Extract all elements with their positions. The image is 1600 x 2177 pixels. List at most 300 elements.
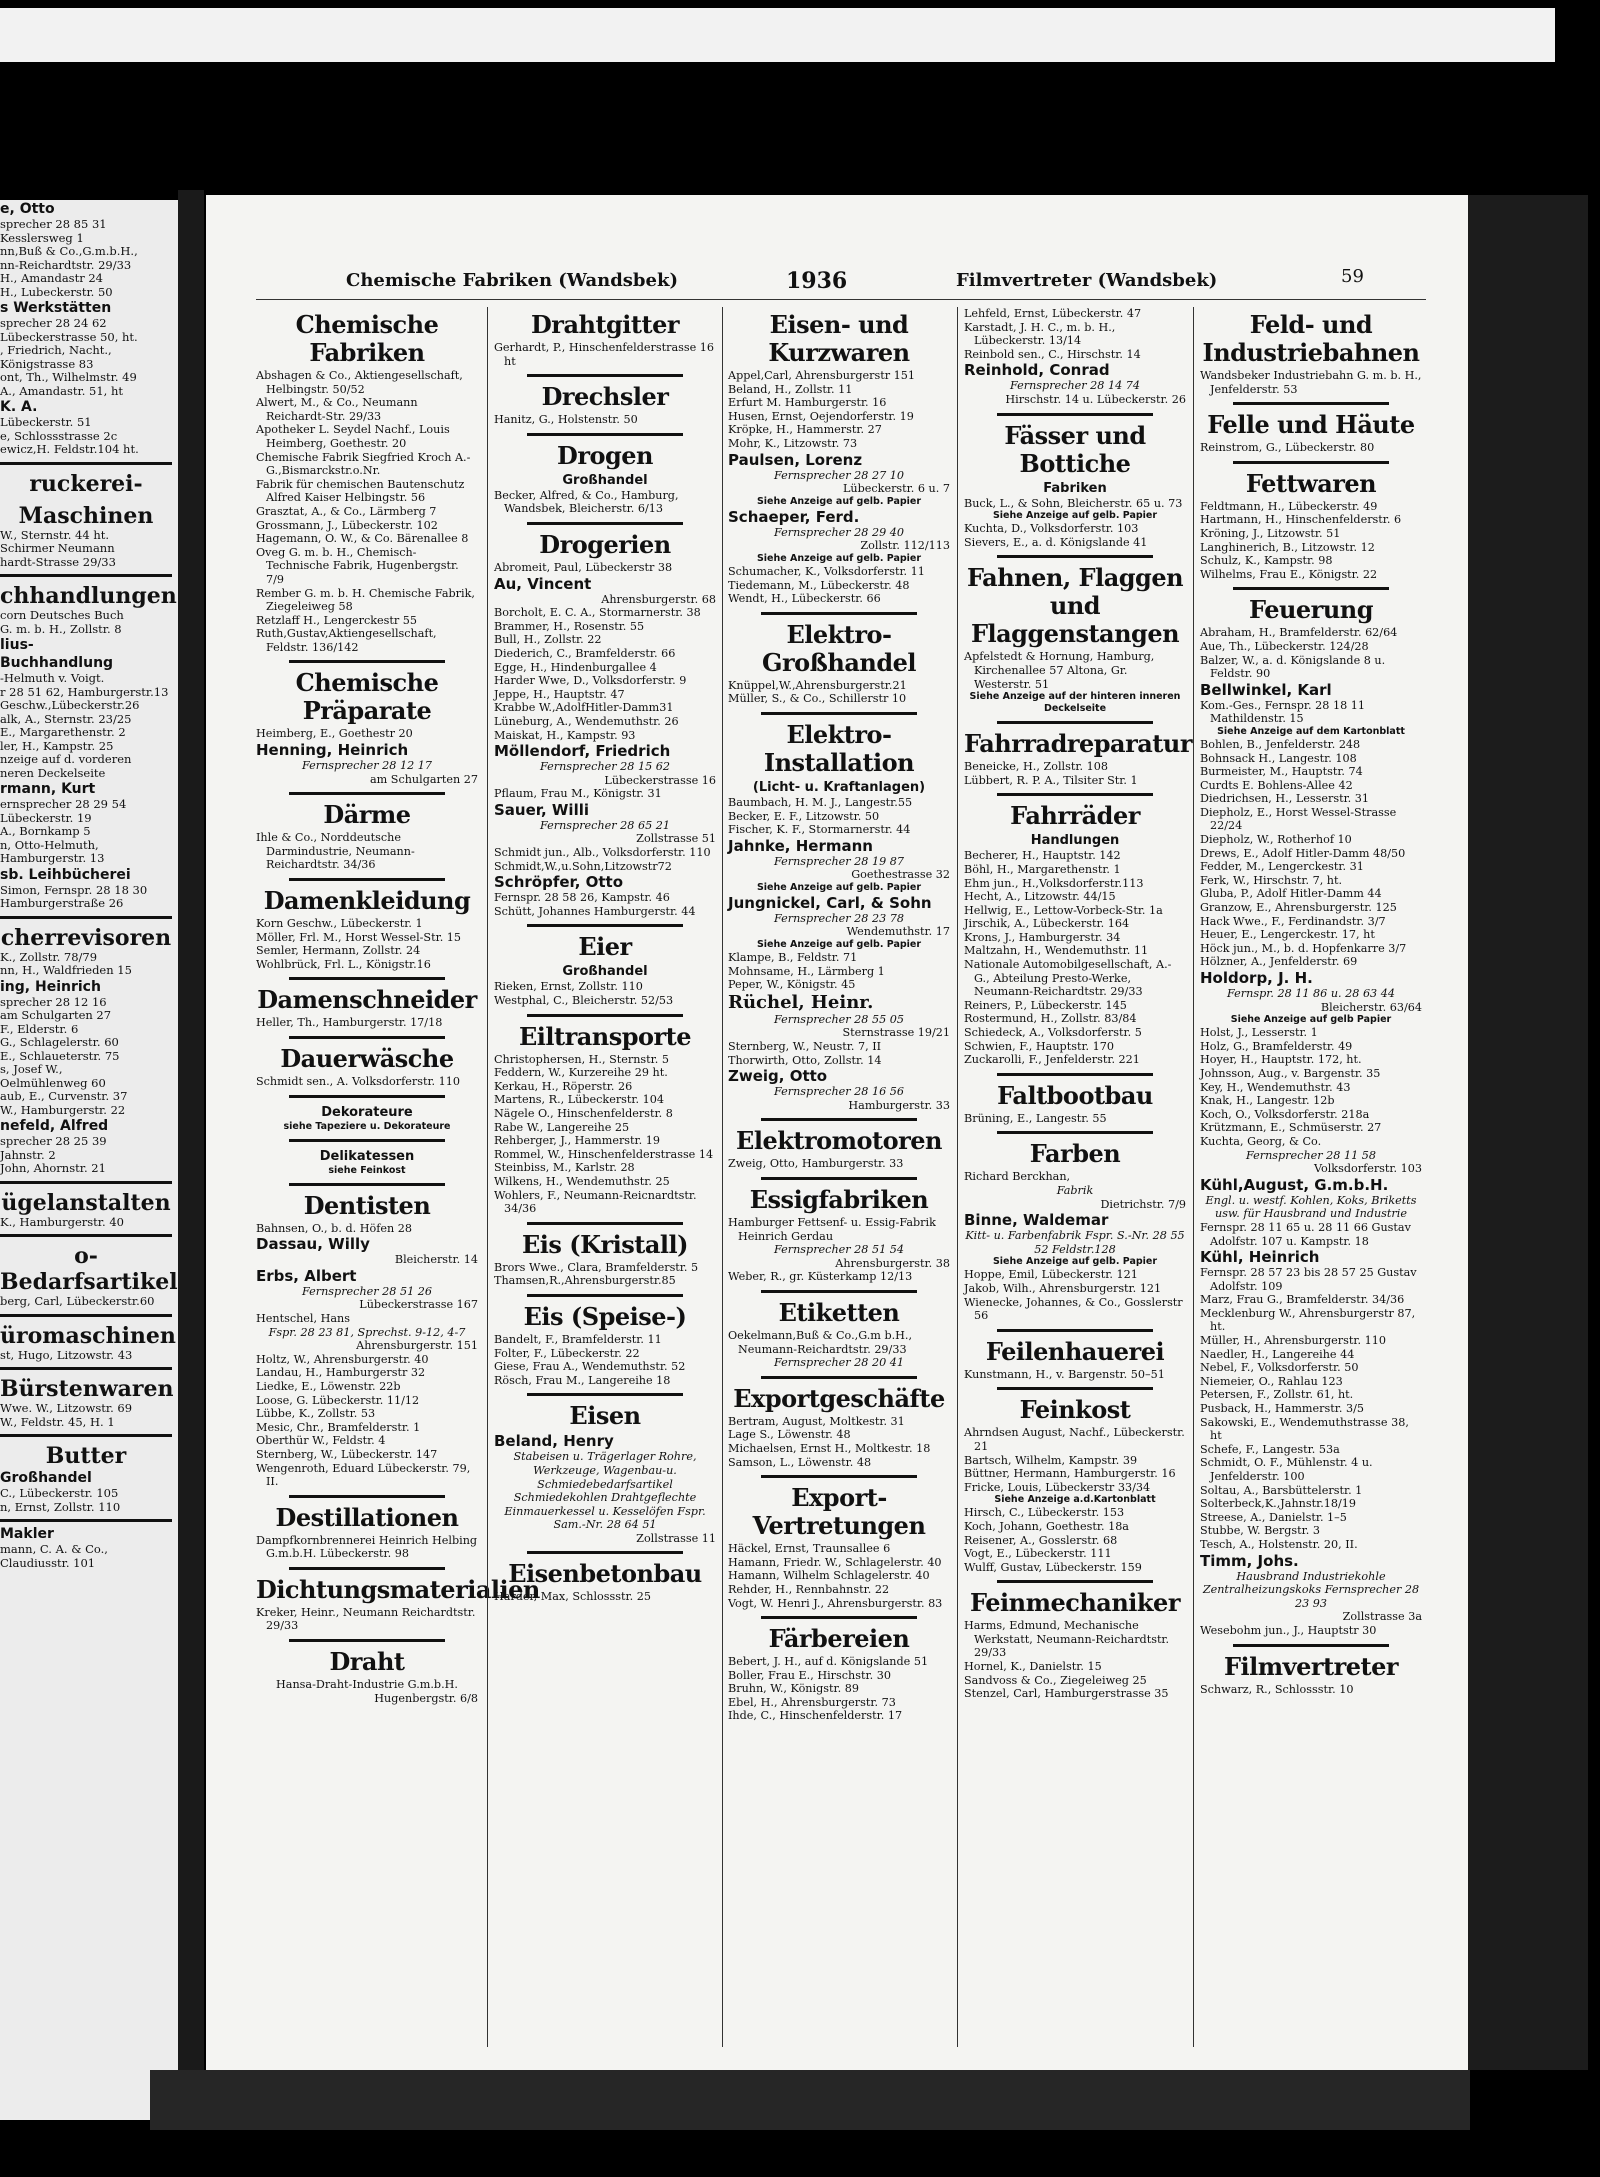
directory-entry: Korn Geschw., Lübeckerstr. 1 xyxy=(256,917,423,931)
section-title: Eisen- und Kurzwaren xyxy=(768,310,910,367)
section-rule xyxy=(1233,1644,1388,1647)
section-note: siehe Tapeziere u. Dekorateure xyxy=(283,1120,451,1132)
section-note: Siehe Anzeige auf gelb. Papier xyxy=(992,1256,1158,1268)
directory-entry: Loose, G. Lübeckerstr. 11/12 xyxy=(256,1393,420,1407)
directory-entry: Kesslersweg 1 xyxy=(0,230,84,245)
directory-entry: W., Hamburgerstr. 22 xyxy=(0,1102,126,1117)
directory-entry-bold: Binne, Waldemar xyxy=(964,1211,1109,1230)
directory-entry: Maltzahn, H., Wendemuthstr. 11 xyxy=(964,944,1149,958)
entry-detail: Fernsprecher 28 51 54 xyxy=(773,1243,904,1257)
directory-entry-bold: Henning, Heinrich xyxy=(256,741,409,760)
directory-entry: Thorwirth, Otto, Zollstr. 14 xyxy=(728,1053,882,1067)
directory-entry: Hamann, Wilhelm Schlagelerstr. 40 xyxy=(728,1569,930,1583)
directory-entry: Krabbe W.,AdolfHitler-Damm31 xyxy=(494,701,674,715)
directory-entry: Wienecke, Johannes, & Co., Gosslerstr 56 xyxy=(964,1295,1183,1323)
directory-entry: Lübeckerstrasse 50, ht. xyxy=(0,329,138,344)
directory-entry: Balzer, W., a. d. Königslande 8 u. Feldstr. 90 xyxy=(1200,653,1386,681)
directory-entry: Semler, Hermann, Zollstr. 24 xyxy=(256,944,421,958)
directory-entry-bold: Großhandel xyxy=(0,1470,92,1486)
directory-entry-bold: Schröpfer, Otto xyxy=(494,873,624,892)
section-note: Siehe Anzeige auf gelb. Papier xyxy=(992,510,1158,522)
section-title: Dentisten xyxy=(303,1190,431,1220)
directory-entry: am Schulgarten 27 xyxy=(0,1008,112,1022)
section-rule xyxy=(1233,461,1388,464)
directory-entry: nn, H., Waldfrieden 15 xyxy=(0,963,132,977)
directory-entry-bold: Sauer, Willi xyxy=(494,800,590,819)
directory-entry: Michaelsen, Ernst H., Moltkestr. 18 xyxy=(728,1441,931,1455)
header-right-title: Filmvertreter (Wandsbek) xyxy=(956,270,1218,291)
directory-entry: Schmidt,W.,u.Sohn,Litzowstr72 xyxy=(494,859,672,873)
header-left-title: Chemische Fabriken (Wandsbek) xyxy=(346,270,678,291)
directory-entry: Schirmer Neumann xyxy=(0,541,115,555)
directory-entry: Pflaum, Frau M., Königstr. 31 xyxy=(494,787,662,801)
directory-entry-bold: lius- xyxy=(0,637,34,653)
directory-entry: Landau, H., Hamburgerstr 32 xyxy=(256,1366,426,1380)
directory-entry: Egge, H., Hindenburgallee 4 xyxy=(494,660,657,674)
section-rule xyxy=(289,1183,444,1186)
directory-entry: Richard Berckhan, xyxy=(964,1170,1071,1184)
entry-detail: Fabrik xyxy=(1056,1184,1094,1197)
entry-address: Zollstrasse 51 xyxy=(636,832,716,846)
directory-entry: Dampfkornbrennerei Heinrich Helbing G.m.b.H. Lübeckerstr. 98 xyxy=(256,1533,478,1561)
directory-entry: Petersen, F., Zollstr. 61, ht. xyxy=(1200,1388,1354,1402)
section-rule xyxy=(997,555,1152,558)
directory-entry: Hansa-Draht-Industrie G.m.b.H. xyxy=(276,1678,458,1692)
directory-entry: Gerhardt, P., Hinschenfelderstrasse 16 ht xyxy=(494,341,715,368)
directory-entry: Ebel, H., Ahrensburgerstr. 73 xyxy=(728,1695,896,1709)
section-note: Siehe Anzeige a.d.Kartonblatt xyxy=(994,1494,1156,1506)
section-title: Eisenbetonbau xyxy=(508,1559,702,1589)
directory-entry: Nebel, F., Volksdorferstr. 50 xyxy=(1200,1361,1359,1375)
directory-entry: Büttner, Hermann, Hamburgerstr. 16 xyxy=(964,1467,1176,1481)
section-title: Faltbootbau xyxy=(997,1080,1153,1110)
directory-entry: sprecher 28 85 31 xyxy=(0,217,107,231)
directory-entry: sprecher 28 12 16 xyxy=(0,994,107,1009)
directory-entry: Stenzel, Carl, Hamburgerstrasse 35 xyxy=(964,1687,1169,1701)
section-title: Dichtungsmaterialien xyxy=(256,1574,540,1604)
column-divider xyxy=(957,307,958,2047)
column-3 xyxy=(728,307,950,2047)
bottom-page-edge xyxy=(150,2070,1470,2130)
section-rule xyxy=(0,1519,172,1522)
directory-entry: Jeppe, H., Hauptstr. 47 xyxy=(494,687,625,701)
directory-entry-bold: Makler xyxy=(0,1526,54,1542)
left-page-column xyxy=(0,200,178,1570)
directory-entry: Wandsbeker Industriebahn G. m. b. H., Jenfelderstr. 53 xyxy=(1200,369,1422,396)
entry-detail: Fernsprecher 28 29 40 xyxy=(773,525,904,539)
directory-entry-bold: Möllendorf, Friedrich xyxy=(494,742,671,761)
left-page-fragment xyxy=(0,200,178,2120)
directory-entry: Schulz, K., Kampstr. 98 xyxy=(1200,554,1333,568)
directory-entry: Hölzner, A., Jenfelderstr. 69 xyxy=(1200,955,1358,969)
directory-entry: Soltau, A., Barsbüttelerstr. 1 xyxy=(1200,1483,1363,1497)
entry-detail: Fernsprecher 28 14 74 xyxy=(1009,379,1140,393)
directory-entry: Kom.-Ges., Fernspr. 28 18 11 Mathildenstr. 15 xyxy=(1200,698,1365,726)
section-rule xyxy=(997,1329,1152,1332)
directory-entry: Oekelmann,Buß & Co.,G.m b.H., Neumann-Reichardtstr. 29/33 xyxy=(728,1328,913,1356)
directory-entry: E., Margarethenstr. 2 xyxy=(0,725,126,739)
section-subtitle: (Licht- u. Kraftanlagen) xyxy=(752,779,926,795)
entry-address: Bleicherstr. 14 xyxy=(394,1253,478,1267)
directory-entry: John, Ahornstr. 21 xyxy=(0,1161,106,1175)
directory-entry: Hamburgerstr. 13 xyxy=(0,851,105,865)
directory-entry: Schütt, Johannes Hamburgerstr. 44 xyxy=(494,904,696,918)
directory-entry: Hack Wwe., F., Ferdinandstr. 3/7 xyxy=(1200,914,1386,928)
directory-entry: Kreker, Heinr., Neumann Reichardtstr. 29/33 xyxy=(256,1605,476,1633)
entry-detail: Fernspr. 28 11 86 u. 28 63 44 xyxy=(1227,987,1395,1000)
directory-entry: Becherer, H., Hauptstr. 142 xyxy=(964,849,1121,863)
directory-entry: Wwe. W., Litzowstr. 69 xyxy=(0,1401,133,1415)
directory-entry: Ruth,Gustav,Aktiengesellschaft, Feldstr. 136/142 xyxy=(256,627,437,654)
section-rule xyxy=(997,1131,1152,1134)
directory-entry: Ahrndsen August, Nachf., Lübeckerstr. 21 xyxy=(964,1426,1185,1453)
section-subtitle: Dekorateure xyxy=(321,1104,413,1120)
section-rule xyxy=(1233,402,1388,405)
section-note: Siehe Anzeige auf der hinteren inneren Deckelseite xyxy=(969,691,1181,715)
directory-entry: Hamburgerstraße 26 xyxy=(0,896,124,910)
directory-entry: Möller, Frl. M., Horst Wessel-Str. 15 xyxy=(256,930,462,944)
directory-entry: Rabe W., Langereihe 25 xyxy=(494,1120,630,1134)
directory-entry-bold: Timm, Johs. xyxy=(1200,1551,1299,1570)
directory-entry: Kröpke, H., Hammerstr. 27 xyxy=(728,423,882,437)
directory-entry: Hoyer, H., Hauptstr. 172, ht. xyxy=(1200,1053,1362,1067)
directory-entry: Jirschik, A., Lübeckerstr. 164 xyxy=(964,917,1130,931)
directory-entry: Harms, Edmund, Mechanische Werkstatt, Neumann-Reichardtstr. 29/33 xyxy=(964,1619,1170,1660)
section-title: cherrevisoren xyxy=(0,924,172,951)
directory-entry: Mesic, Chr., Bramfelderstr. 1 xyxy=(256,1420,421,1434)
directory-entry: Boller, Frau E., Hirschstr. 30 xyxy=(728,1668,891,1682)
entry-address: Sternstrasse 19/21 xyxy=(842,1026,950,1040)
directory-entry: Sternberg, W., Neustr. 7, II xyxy=(728,1040,882,1054)
directory-entry: A., Amandastr. 51, ht xyxy=(0,383,124,398)
directory-entry-bold: Au, Vincent xyxy=(494,574,592,593)
directory-entry-bold: Reinhold, Conrad xyxy=(964,361,1110,380)
directory-entry: E., Schlaueterstr. 75 xyxy=(0,1048,120,1063)
section-rule xyxy=(0,1367,172,1370)
directory-entry: Naedler, H., Langereihe 44 xyxy=(1200,1347,1355,1361)
entry-detail: Stabeisen u. Trägerlager Rohre, Werkzeuge, Wagenbau-u. Schmiedebedarfsartikel Schmiedekohlen Drahtgeflechte Einmauerkessel u. Kesselöfen Fspr. Sam.-Nr. 28 64 51 xyxy=(504,1450,706,1532)
section-title: Bürstenwaren xyxy=(0,1376,174,1402)
directory-entry: Giese, Frau A., Wendemuthstr. 52 xyxy=(494,1360,686,1374)
directory-entry: Müller, H., Ahrensburgerstr. 110 xyxy=(1200,1334,1386,1348)
section-rule xyxy=(289,977,444,980)
directory-entry: Fernspr. 28 58 26, Kampstr. 46 xyxy=(494,891,670,905)
directory-entry: Liedke, E., Löwenstr. 22b xyxy=(256,1379,401,1393)
directory-entry: Ihde, C., Hinschenfelderstr. 17 xyxy=(728,1709,903,1723)
entry-address: Ahrensburgerstr. 38 xyxy=(835,1256,950,1270)
directory-entry: Schiedeck, A., Volksdorferstr. 5 xyxy=(964,1026,1142,1040)
directory-entry: Kunstmann, H., v. Bargenstr. 50–51 xyxy=(964,1367,1165,1381)
directory-entry: Sievers, E., a. d. Königslande 41 xyxy=(964,535,1148,549)
directory-entry: Bertram, August, Moltkestr. 31 xyxy=(728,1414,905,1428)
directory-entry: Heller, Th., Hamburgerstr. 17/18 xyxy=(256,1016,443,1030)
directory-entry: corn Deutsches Buch xyxy=(0,608,124,622)
section-subtitle: Handlungen xyxy=(1030,833,1120,849)
directory-entry-bold: Jahnke, Hermann xyxy=(728,836,873,855)
section-rule xyxy=(997,413,1152,416)
directory-entry: Reinstrom, G., Lübeckerstr. 80 xyxy=(1200,441,1375,455)
directory-entry: Wohlbrück, Frl. L., Königstr.16 xyxy=(256,957,431,971)
section-title: Filmvertreter xyxy=(1223,1651,1399,1681)
directory-entry: Chemische Fabrik Siegfried Kroch A.-G.,Bismarckstr.o.Nr. xyxy=(256,450,471,478)
directory-entry: Lübeckerstr. 51 xyxy=(0,415,92,429)
section-rule xyxy=(527,522,682,525)
section-title: Felle und Häute xyxy=(1207,410,1415,440)
directory-entry: Rehder, H., Rennbahnstr. 22 xyxy=(728,1582,890,1596)
section-note: Siehe Anzeige auf gelb. Papier xyxy=(756,552,922,564)
directory-entry: Diedrichsen, H., Lesserstr. 31 xyxy=(1200,792,1370,806)
directory-entry: Böhl, H., Margarethenstr. 1 xyxy=(964,862,1121,876)
section-rule xyxy=(0,916,172,919)
directory-entry: Hellwig, E., Lettow-Vorbeck-Str. 1a xyxy=(964,903,1163,917)
directory-entry: Zweig, Otto, Hamburgerstr. 33 xyxy=(728,1157,904,1171)
section-title: Destillationen xyxy=(275,1502,459,1532)
directory-entry: Fernspr. 28 11 65 u. 28 11 66 Gustav Adolfstr. 107 u. Kampstr. 18 xyxy=(1200,1220,1411,1248)
directory-entry: Husen, Ernst, Oejendorferstr. 19 xyxy=(728,409,914,423)
column-divider xyxy=(487,307,488,2047)
directory-entry: Zuckarolli, F., Jenfelderstr. 221 xyxy=(964,1053,1140,1067)
directory-entry: Martens, R., Lübeckerstr. 104 xyxy=(494,1093,664,1107)
directory-entry: sprecher 28 25 39 xyxy=(0,1134,107,1148)
directory-entry: Harder Wwe, D., Volksdorferstr. 9 xyxy=(494,674,687,688)
section-rule xyxy=(527,1014,682,1017)
directory-entry: Rember G. m. b. H. Chemische Fabrik, Ziegeleiweg 58 xyxy=(256,586,475,614)
directory-entry: Sternberg, W., Lübeckerstr. 147 xyxy=(256,1447,438,1461)
section-title: Elektromotoren xyxy=(736,1126,942,1156)
directory-entry: Höck jun., M., b. d. Hopfenkarre 3/7 xyxy=(1200,941,1407,955)
directory-entry-bold: Kühl, Heinrich xyxy=(1200,1248,1320,1267)
directory-entry: ernsprecher 28 29 54 xyxy=(0,797,127,811)
section-rule xyxy=(761,1475,916,1478)
section-rule xyxy=(761,612,916,615)
directory-entry: Lehfeld, Ernst, Lübeckerstr. 47 xyxy=(964,307,1142,320)
section-rule xyxy=(289,1567,444,1570)
section-rule xyxy=(0,462,172,465)
section-note: siehe Feinkost xyxy=(328,1164,406,1176)
entry-detail: Fspr. 28 23 81, Sprechst. 9-12, 4-7 xyxy=(268,1325,466,1339)
section-title: o-Bedarfsartikel xyxy=(0,1243,178,1295)
directory-entry: Bandelt, F., Bramfelderstr. 11 xyxy=(494,1332,662,1346)
directory-entry: Schmidt, O. F., Mühlenstr. 4 u. Jenfelderstr. 100 xyxy=(1200,1456,1373,1483)
directory-entry: Fischer, K. F., Stormarnerstr. 44 xyxy=(728,823,911,837)
directory-entry: Geschw.,Lübeckerstr.26 xyxy=(0,698,140,712)
section-title: Dauerwäsche xyxy=(280,1044,454,1073)
section-title: Drogen xyxy=(557,440,653,470)
directory-entry: Oberthür W., Feldstr. 4 xyxy=(256,1434,386,1448)
directory-entry: -Helmuth v. Voigt. xyxy=(0,671,105,685)
section-title: üromaschinen xyxy=(0,1322,176,1349)
book-gutter xyxy=(178,190,204,2130)
directory-entry: Oelmühlenweg 60 xyxy=(0,1075,106,1090)
directory-entry: Knak, H., Langestr. 12b xyxy=(1200,1094,1335,1108)
directory-page xyxy=(206,195,1468,2070)
entry-detail: Fernsprecher 28 11 58 xyxy=(1245,1148,1376,1162)
directory-entry-bold: ing, Heinrich xyxy=(0,978,101,995)
section-title: Feinmechaniker xyxy=(970,1588,1180,1618)
directory-entry: aub, E., Curvenstr. 37 xyxy=(0,1089,128,1103)
directory-entry-bold: Buchhandlung xyxy=(0,655,114,671)
entry-detail: Fernsprecher 28 16 56 xyxy=(773,1085,904,1099)
directory-entry: Gluba, P., Adolf Hitler-Damm 44 xyxy=(1200,887,1382,901)
entry-detail: Hausbrand Industriekohle Zentralheizungskoks Fernsprecher 28 23 93 xyxy=(1202,1569,1420,1610)
directory-entry: Rieken, Ernst, Zollstr. 110 xyxy=(494,980,643,994)
directory-entry: Reiners, P., Lübeckerstr. 145 xyxy=(964,998,1127,1012)
entry-detail: Fernsprecher 28 55 05 xyxy=(773,1012,904,1026)
column-2 xyxy=(494,307,716,2047)
section-rule xyxy=(527,1222,682,1225)
directory-entry: Wohlers, F., Neumann-Reicnardtstr. 34/36 xyxy=(494,1188,697,1216)
directory-entry: alk, A., Sternstr. 23/25 xyxy=(0,711,132,726)
section-title: Fässer und Bottiche xyxy=(1004,420,1146,478)
directory-entry: Holst, J., Lesserstr. 1 xyxy=(1200,1026,1318,1040)
section-rule xyxy=(289,660,444,663)
directory-entry: ewicz,H. Feldstr.104 ht. xyxy=(0,442,139,456)
header-rule xyxy=(256,299,1426,300)
directory-entry: Grasztat, A., & Co., Lärmberg 7 xyxy=(256,504,437,518)
section-title: Exportgeschäfte xyxy=(733,1383,945,1413)
column-4 xyxy=(964,307,1192,2047)
section-title: Feld- und Industriebahnen xyxy=(1202,310,1420,367)
section-note: Siehe Anzeige auf dem Kartonblatt xyxy=(1217,725,1405,737)
section-rule xyxy=(0,1314,172,1317)
entry-detail: Fernsprecher 28 51 26 xyxy=(301,1284,432,1298)
directory-entry: Holtz, W., Ahrensburgerstr. 40 xyxy=(256,1352,429,1366)
directory-entry: neren Deckelseite xyxy=(0,765,106,780)
directory-entry: Koch, Johann, Goethestr. 18a xyxy=(964,1519,1129,1533)
directory-entry: H., Amandastr 24 xyxy=(0,271,103,285)
directory-entry: hardt-Strasse 29/33 xyxy=(0,554,116,569)
directory-entry: Apotheker L. Seydel Nachf., Louis Heimberg, Goethestr. 20 xyxy=(256,423,450,450)
directory-entry: Krützmann, E., Schmüserstr. 27 xyxy=(1200,1121,1382,1135)
directory-entry-bold: e, Otto xyxy=(0,201,55,217)
entry-address: Ahrensburgerstr. 68 xyxy=(601,592,716,606)
section-title: Eis (Speise-) xyxy=(523,1301,687,1331)
entry-detail: Fernsprecher 28 27 10 xyxy=(773,468,904,482)
directory-entry: Rehberger, J., Hammerstr. 19 xyxy=(494,1134,660,1148)
directory-entry: Samson, L., Löwenstr. 48 xyxy=(728,1455,872,1469)
directory-entry: Baumbach, H. M. J., Langestr.55 xyxy=(728,795,913,809)
entry-detail: Fernsprecher 28 23 78 xyxy=(773,911,904,925)
directory-entry: Pusback, H., Hammerstr. 3/5 xyxy=(1200,1402,1364,1416)
directory-entry: Wengenroth, Eduard Lübeckerstr. 79, II. xyxy=(256,1461,471,1489)
entry-address: Goethestrasse 32 xyxy=(851,868,950,882)
directory-entry: Beneicke, H., Zollstr. 108 xyxy=(964,760,1108,774)
entry-detail: Fernsprecher 28 20 41 xyxy=(773,1356,904,1370)
directory-entry: Langhinerich, B., Litzowstr. 12 xyxy=(1200,540,1375,554)
section-rule xyxy=(527,1393,682,1396)
section-title: Feilenhauerei xyxy=(985,1336,1165,1366)
section-title: ügelanstalten xyxy=(1,1189,171,1216)
directory-entry: Hecht, A., Litzowstr. 44/15 xyxy=(964,890,1116,904)
section-rule xyxy=(761,1118,916,1121)
directory-entry: Holz, G., Bramfelderstr. 49 xyxy=(1200,1039,1353,1053)
directory-entry: Koch, O., Volksdorferstr. 218a xyxy=(1200,1107,1370,1121)
section-title: Fettwaren xyxy=(1245,468,1377,498)
directory-entry: berg, Carl, Lübeckerstr.60 xyxy=(0,1294,155,1308)
directory-entry: Key, H., Wendemuthstr. 43 xyxy=(1200,1080,1351,1094)
directory-entry: Hornel, K., Danielstr. 15 xyxy=(964,1660,1102,1674)
right-page-edge xyxy=(1468,195,1588,2070)
directory-entry-bold: s Werkstätten xyxy=(0,300,112,316)
directory-entry: Solterbeck,K.,Jahnstr.18/19 xyxy=(1200,1497,1357,1511)
section-rule xyxy=(289,792,444,795)
section-rule xyxy=(997,1387,1152,1390)
section-title: Farben xyxy=(1029,1139,1121,1169)
entry-address: am Schulgarten 27 xyxy=(369,772,478,786)
section-rule xyxy=(289,1139,444,1142)
entry-address: Ahrensburgerstr. 151 xyxy=(356,1339,478,1353)
directory-entry: Reisener, A., Gosslerstr. 68 xyxy=(964,1533,1118,1547)
section-note: Siehe Anzeige auf gelb Papier xyxy=(1230,1014,1392,1026)
section-title: Chemische Präparate xyxy=(295,668,439,726)
directory-entry: Weber, R., gr. Küsterkamp 12/13 xyxy=(728,1270,913,1284)
directory-entry: F., Elderstr. 6 xyxy=(0,1021,79,1036)
directory-entry: sprecher 28 24 62 xyxy=(0,316,107,330)
directory-entry: Ihle & Co., Norddeutsche Darmindustrie, Neumann-Reichardtstr. 34/36 xyxy=(256,831,415,872)
directory-entry: Schwien, F., Hauptstr. 170 xyxy=(964,1039,1115,1053)
directory-entry: Harder, Max, Schlossstr. 25 xyxy=(494,1590,651,1604)
directory-entry: Hentschel, Hans xyxy=(256,1311,350,1325)
section-rule xyxy=(761,712,916,715)
section-title: Feinkost xyxy=(1019,1395,1131,1425)
section-rule xyxy=(527,374,682,377)
entry-detail: Kitt- u. Farbenfabrik Fspr. S.-Nr. 28 55 52 Feldstr.128 xyxy=(965,1229,1185,1256)
entry-detail: Fernsprecher 28 65 21 xyxy=(539,818,670,832)
directory-entry: Diepholz, W., Rotherhof 10 xyxy=(1200,833,1352,847)
section-title: Damenschneider xyxy=(257,985,477,1015)
directory-entry-bold: K. A. xyxy=(0,399,38,415)
directory-entry: K., Hamburgerstr. 40 xyxy=(0,1214,124,1229)
entry-address: Zollstr. 112/113 xyxy=(860,539,950,553)
directory-entry: Burmeister, M., Hauptstr. 74 xyxy=(1200,765,1363,779)
column-1 xyxy=(256,307,540,2047)
directory-entry: Sakowski, E., Wendemuthstrasse 38, ht xyxy=(1200,1415,1409,1443)
directory-entry: Rostermund, H., Zollstr. 83/84 xyxy=(964,1012,1137,1026)
directory-entry: Maiskat, H., Kampstr. 93 xyxy=(494,728,636,742)
top-page-edge xyxy=(0,0,1600,62)
directory-entry: Mohr, K., Litzowstr. 73 xyxy=(728,436,858,450)
directory-entry: st, Hugo, Litzowstr. 43 xyxy=(0,1347,133,1362)
directory-entry-bold: rmann, Kurt xyxy=(0,781,96,797)
directory-entry: Bohnsack H., Langestr. 108 xyxy=(1200,751,1357,765)
directory-entry: Peper, W., Königstr. 45 xyxy=(728,978,856,992)
section-rule xyxy=(289,1036,444,1039)
directory-entry: Appel,Carl, Ahrensburgerstr 151 xyxy=(728,369,915,382)
directory-entry: Westphal, C., Bleicherstr. 52/53 xyxy=(494,994,674,1008)
directory-entry-bold: Kühl,August, G.m.b.H. xyxy=(1200,1175,1389,1194)
entry-detail: Engl. u. westf. Kohlen, Koks, Briketts usw. für Hausbrand und Industrie xyxy=(1205,1193,1417,1221)
directory-entry: Retzlaff H., Lengerckestr 55 xyxy=(256,613,418,627)
directory-entry: nn-Reichardtstr. 29/33 xyxy=(0,257,132,272)
directory-entry: Reinbold sen., C., Hirschstr. 14 xyxy=(964,347,1141,361)
section-rule xyxy=(0,1181,172,1184)
directory-entry: Ferk, W., Hirschstr. 7, ht. xyxy=(1200,873,1343,887)
entry-address: Lübeckerstrasse 167 xyxy=(359,1298,478,1312)
directory-entry: Borcholt, E. C. A., Stormarnerstr. 38 xyxy=(494,606,701,620)
directory-entry: Kerkau, H., Röperstr. 26 xyxy=(494,1079,633,1093)
entry-address: Hirschstr. 14 u. Lübeckerstr. 26 xyxy=(1005,392,1186,406)
directory-entry: Claudiusstr. 101 xyxy=(0,1555,96,1570)
directory-entry: Schumacher, K., Volksdorferstr. 11 xyxy=(728,564,925,578)
entry-address: Bleicherstr. 63/64 xyxy=(1320,1000,1422,1014)
page-number: 59 xyxy=(1341,266,1364,287)
directory-entry: s, Josef W., xyxy=(0,1062,63,1076)
directory-entry: Häckel, Ernst, Traunsallee 6 xyxy=(728,1542,891,1556)
directory-entry: Abraham, H., Bramfelderstr. 62/64 xyxy=(1200,626,1398,640)
directory-entry-bold: Paulsen, Lorenz xyxy=(728,450,863,469)
directory-entry: Christophersen, H., Sternstr. 5 xyxy=(494,1052,670,1066)
directory-entry: Wesebohm jun., J., Hauptstr 30 xyxy=(1200,1623,1377,1637)
